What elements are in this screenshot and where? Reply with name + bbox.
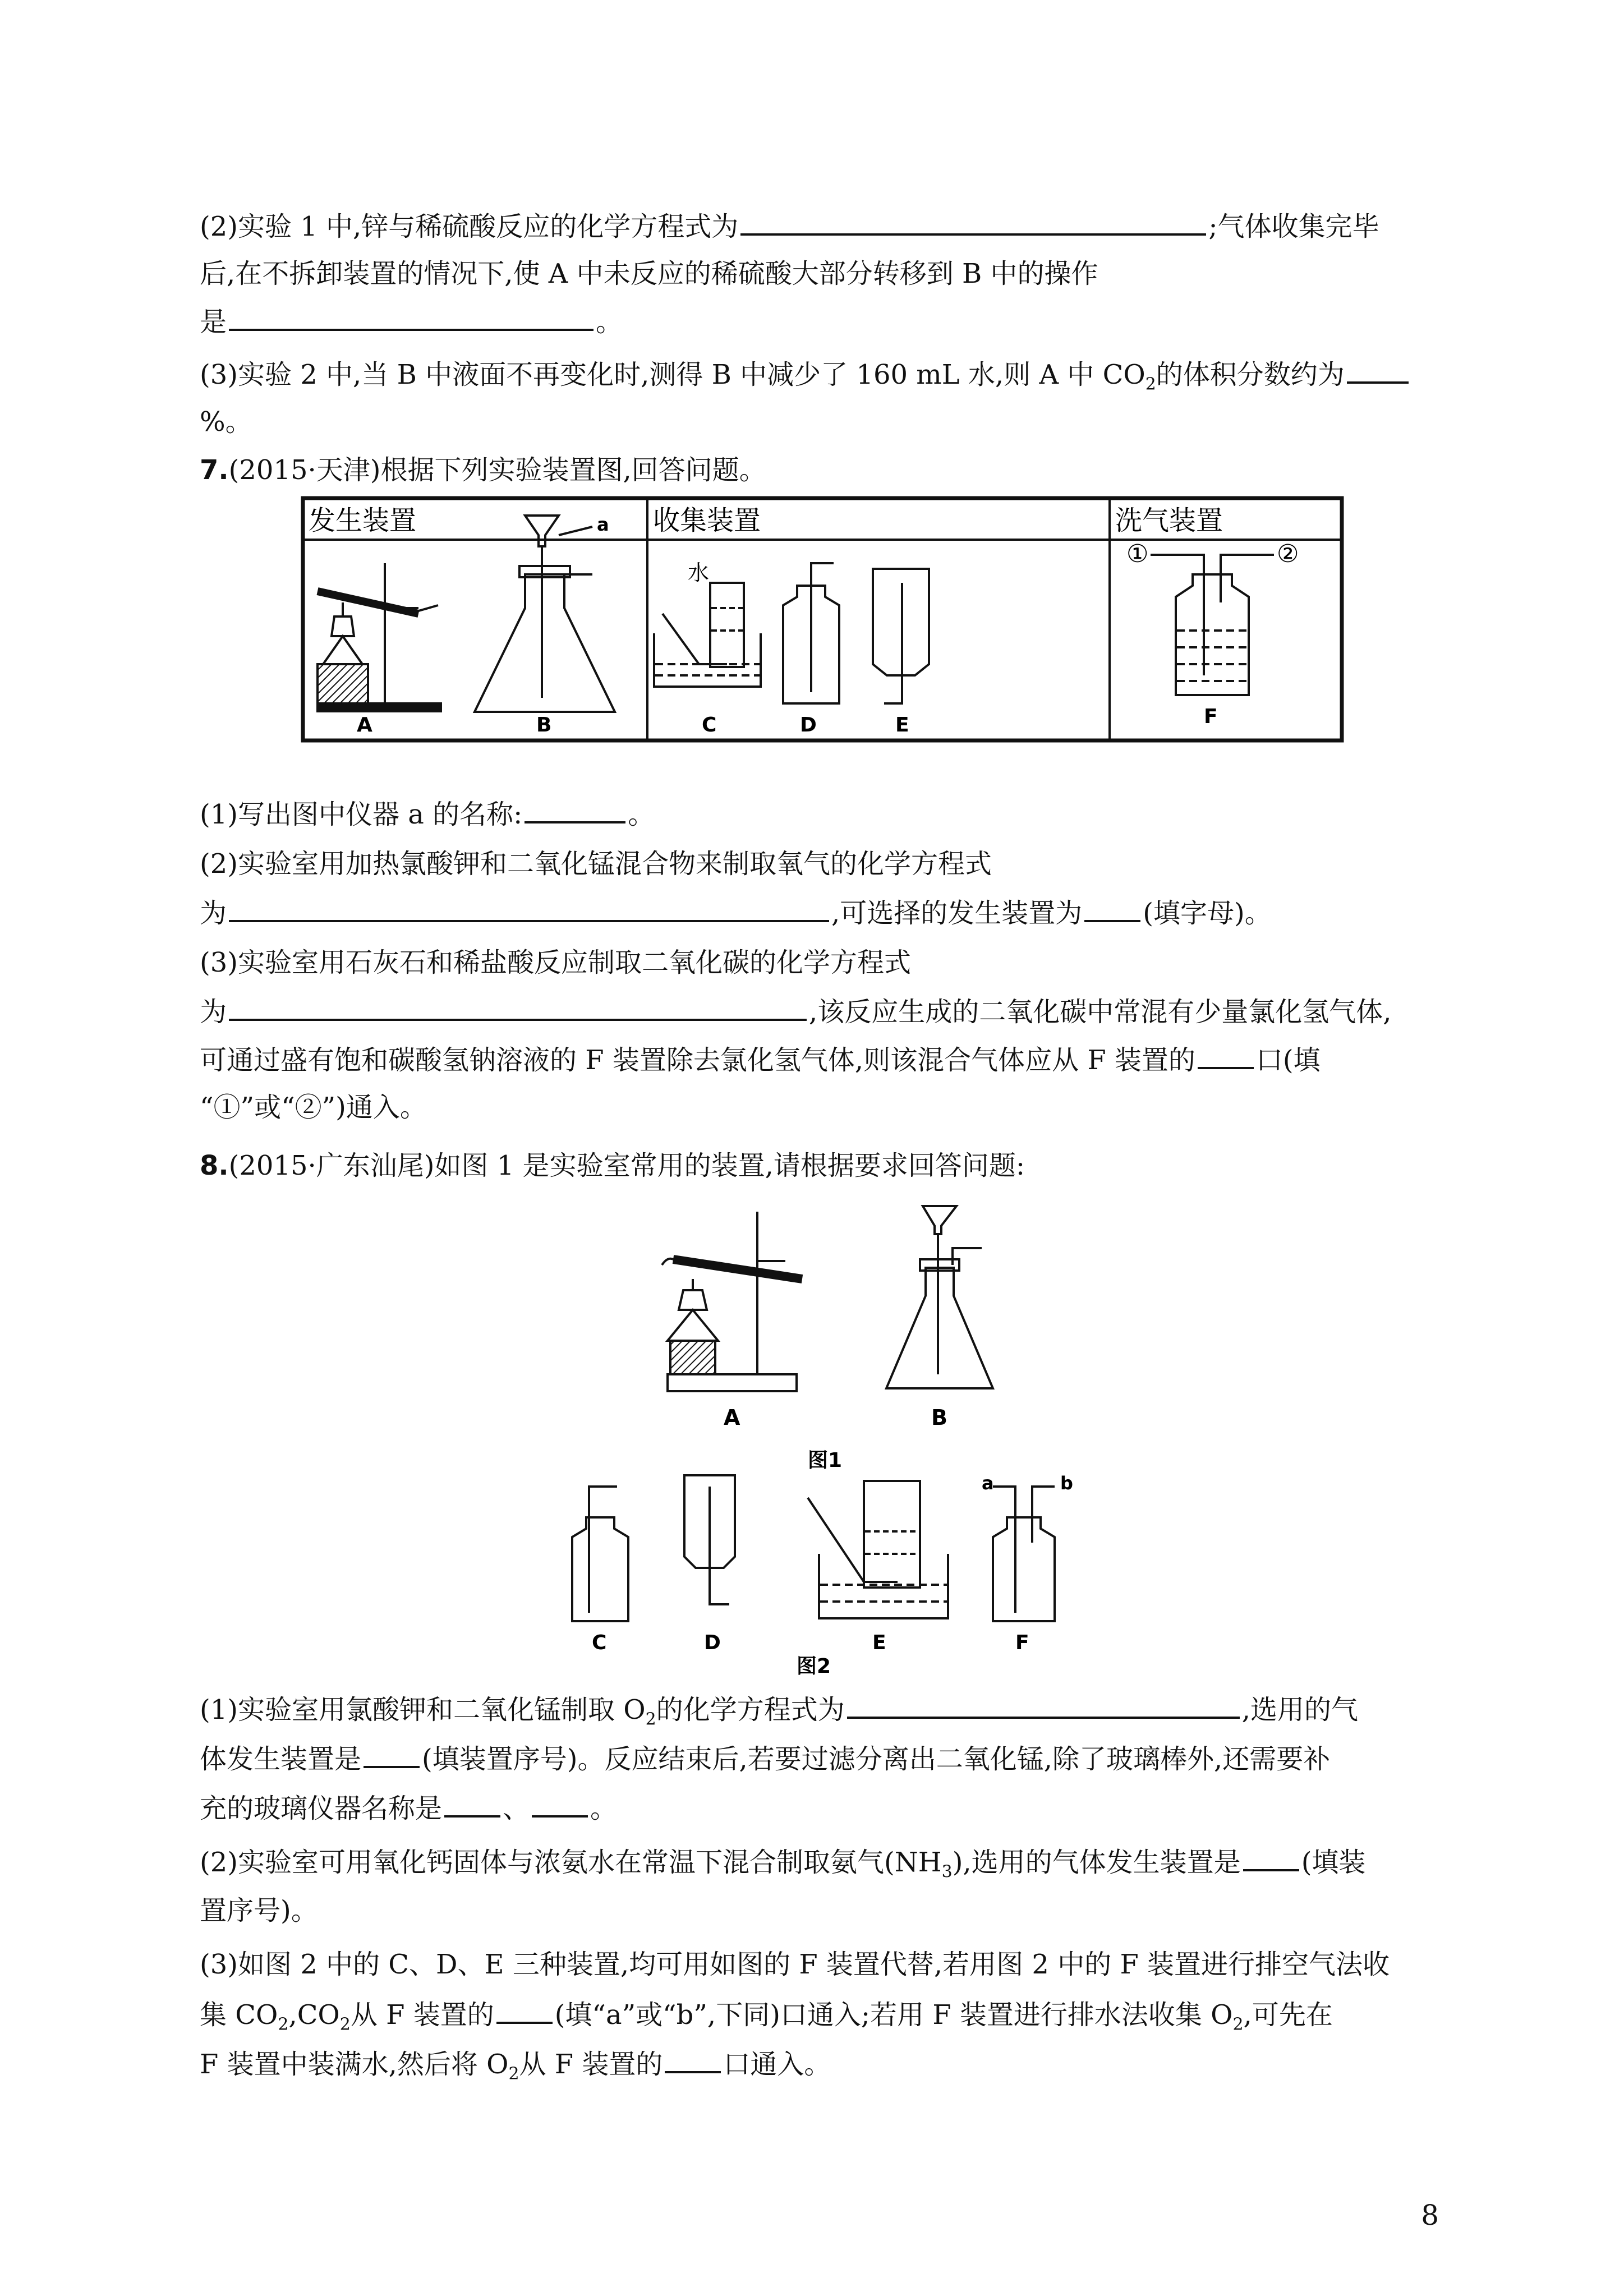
q7-apparatus-table: [301, 496, 1344, 743]
page-number: 8: [1421, 2199, 1439, 2231]
q6-part2-line1: (2)实验 1 中,锌与稀硫酸反应的化学方程式为 ;气体收集完毕: [200, 209, 1379, 243]
fig1-label-B: B: [931, 1405, 947, 1430]
q8-number: 8.: [200, 1150, 229, 1181]
q6-answer-blank-operation[interactable]: [229, 304, 594, 331]
label-water: 水: [688, 560, 710, 585]
q7-number: 7.: [200, 454, 229, 486]
q6-answer-blank-percent[interactable]: [1347, 357, 1409, 384]
fig1-label-A: A: [724, 1405, 740, 1430]
q8-answer-blank-device[interactable]: [364, 1741, 420, 1768]
label-port-2: ②: [1277, 540, 1299, 568]
header-collection: 收集装置: [653, 505, 761, 536]
q7-part3-line4: “①”或“②”)通入。: [200, 1092, 427, 1123]
q7-answer-blank-equation-co2[interactable]: [229, 994, 807, 1021]
label-C: C: [702, 714, 717, 737]
q6-part3-line1: (3)实验 2 中,当 B 中液面不再变化时,测得 B 中减少了 160 mL 水,则 A 中 $CO_2$的体积分数约为: [200, 357, 1411, 402]
q8-part3-line2: 集 $CO_2,CO_2$从 F 装置的 (填“a”或“b”,下同)口通入;若用 F 装置进行排水法收集 $O_2$,可先在: [200, 1997, 1333, 2042]
q8-figure-2: [561, 1464, 1088, 1677]
q8-part1-line3: 充的玻璃仪器名称是 、 。: [200, 1791, 617, 1825]
q8-part1-line1: (1)实验室用氯酸钾和二氧化锰制取 $O_2$的化学方程式为 ,选用的气: [200, 1692, 1358, 1737]
fig1-caption: 图1: [808, 1449, 843, 1472]
q7-answer-blank-equation-o2[interactable]: [229, 895, 829, 922]
q7-answer-blank-instrument[interactable]: [525, 797, 625, 823]
fig2-apparatus-C: [572, 1487, 628, 1621]
fig2-label-C: C: [592, 1631, 607, 1654]
q6-part3-line2: %。: [200, 406, 252, 438]
q7-part3-line3: 可通过盛有饱和碳酸氢钠溶液的 F 装置除去氯化氢气体,则该混合气体应从 F 装置的 口(填: [200, 1042, 1321, 1077]
q7-answer-blank-port[interactable]: [1198, 1042, 1254, 1069]
q8-part3-line3: F 装置中装满水,然后将 $O_2$从 F 装置的 口通入。: [200, 2046, 831, 2091]
label-E: E: [895, 714, 909, 737]
apparatus-C: [654, 583, 761, 687]
q6-part2-line3: 是 。: [200, 304, 623, 339]
header-generation: 发生装置: [309, 505, 417, 536]
fig2-caption: 图2: [797, 1655, 831, 1677]
label-B: B: [536, 714, 552, 737]
q6-answer-blank-equation[interactable]: [740, 209, 1206, 236]
q6-part2-text: (2)实验 1 中,锌与稀硫酸反应的化学方程式为: [200, 211, 739, 242]
label-D: D: [800, 714, 817, 737]
q8-figure-1: [645, 1195, 1038, 1487]
q7-part1: (1)写出图中仪器 a 的名称: 。: [200, 797, 655, 831]
q6-part2-line2: 后,在不拆卸装置的情况下,使 A 中未反应的稀硫酸大部分转移到 B 中的操作: [200, 258, 1098, 289]
q8-answer-blank-glassware-1[interactable]: [444, 1791, 500, 1818]
q8-part2-line2: 置序号)。: [200, 1895, 318, 1926]
fig2-apparatus-E: [808, 1481, 948, 1618]
fig2-label-D: D: [704, 1631, 721, 1654]
apparatus-D: [783, 563, 839, 703]
fig2-label-a: a: [982, 1473, 994, 1494]
label-F: F: [1204, 705, 1218, 728]
fig1-apparatus-A: [662, 1212, 802, 1391]
q8-answer-blank-nh3-device[interactable]: [1243, 1844, 1299, 1871]
q8-answer-blank-port-co2[interactable]: [496, 1997, 553, 2024]
apparatus-E: [873, 569, 929, 703]
label-a: a: [597, 514, 609, 535]
label-port-1: ①: [1126, 540, 1149, 568]
header-washing: 洗气装置: [1115, 505, 1223, 536]
q8-answer-blank-glassware-2[interactable]: [532, 1791, 588, 1818]
q7-part2-line1: (2)实验室用加热氯酸钾和二氧化锰混合物来制取氧气的化学方程式: [200, 848, 992, 880]
apparatus-B: [475, 516, 615, 712]
apparatus-F: [1151, 555, 1274, 695]
q8-answer-blank-port-o2[interactable]: [665, 2046, 721, 2073]
label-A: A: [357, 714, 372, 737]
fig2-apparatus-F: [993, 1487, 1055, 1621]
q7-part3-line2: 为 ,该反应生成的二氧化碳中常混有少量氯化氢气体,: [200, 994, 1392, 1029]
q7-part3-line1: (3)实验室用石灰石和稀盐酸反应制取二氧化碳的化学方程式: [200, 947, 911, 978]
q8-stem: 8.(2015·广东汕尾)如图 1 是实验室常用的装置,请根据要求回答问题:: [200, 1150, 1025, 1181]
q7-part2-line2: 为 ,可选择的发生装置为 (填字母)。: [200, 895, 1272, 930]
q8-part1-line2: 体发生装置是 (填装置序号)。反应结束后,若要过滤分离出二氧化锰,除了玻璃棒外,还需要补: [200, 1741, 1330, 1776]
fig2-label-F: F: [1015, 1631, 1029, 1654]
fig2-apparatus-D: [684, 1475, 735, 1604]
q8-part2-line1: (2)实验室可用氧化钙固体与浓氨水在常温下混合制取氨气$(NH_3)$,选用的气体发生装置是 (填装: [200, 1844, 1365, 1889]
fig2-label-E: E: [872, 1631, 886, 1654]
q7-answer-blank-device[interactable]: [1084, 895, 1140, 922]
q7-stem: 7.(2015·天津)根据下列实验装置图,回答问题。: [200, 454, 766, 486]
q8-answer-blank-equation[interactable]: [847, 1692, 1240, 1719]
apparatus-A: [318, 563, 441, 711]
fig2-label-b: b: [1060, 1473, 1073, 1494]
fig1-apparatus-B: [886, 1206, 993, 1388]
q8-part3-line1: (3)如图 2 中的 C、D、E 三种装置,均可用如图的 F 装置代替,若用图 2 中的 F 装置进行排空气法收: [200, 1949, 1390, 1980]
